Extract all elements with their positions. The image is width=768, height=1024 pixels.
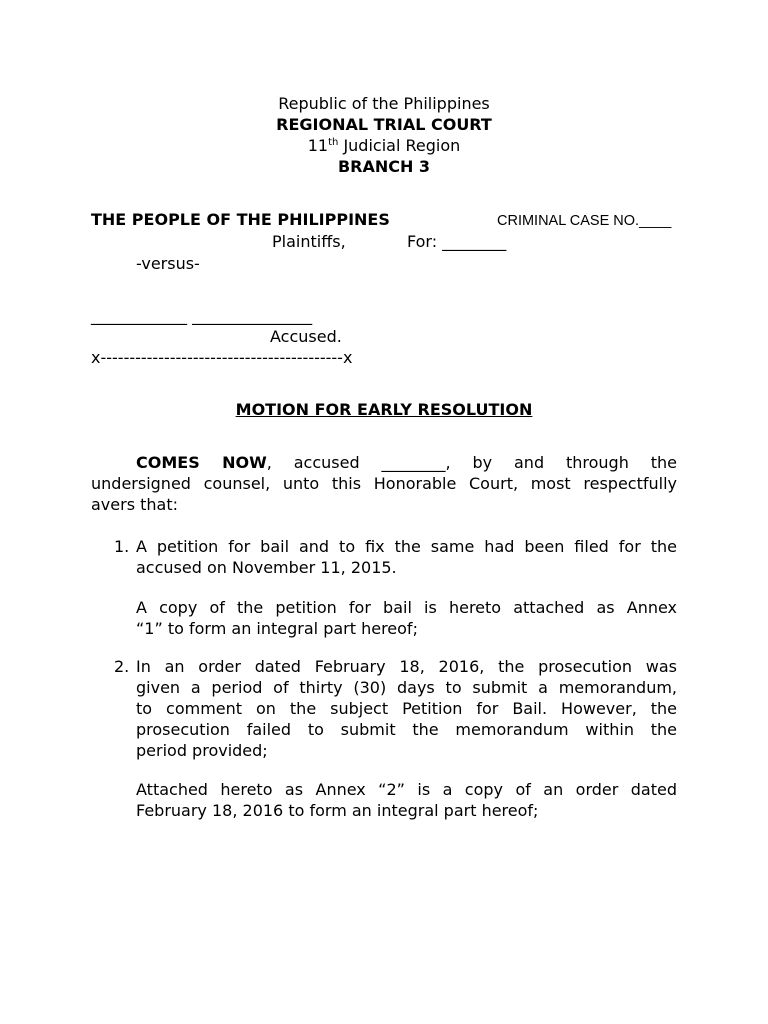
header-court: REGIONAL TRIAL COURT bbox=[276, 115, 492, 134]
plaintiff-name: THE PEOPLE OF THE PHILIPPINES bbox=[91, 210, 390, 229]
intro-through-text: , by and through the bbox=[445, 453, 678, 472]
item-2-line-2: given a period of thirty (30) days to submit a memorandum, bbox=[136, 678, 677, 697]
header-branch: BRANCH 3 bbox=[337, 157, 431, 176]
item-2-line-4: prosecution failed to submit the memorandum within the bbox=[136, 720, 677, 739]
for-label: For: bbox=[407, 232, 438, 251]
header-region-number: 11 bbox=[307, 136, 329, 155]
intro-accused-blank: ________ bbox=[381, 453, 446, 472]
item-1-line-1: A petition for bail and to fix the same had been filed for the bbox=[136, 537, 677, 556]
accused-label: Accused. bbox=[270, 327, 342, 346]
accused-blank-first: ____________ bbox=[91, 306, 187, 325]
item-2-sub-line-1: Attached hereto as Annex “2” is a copy of an order dated bbox=[136, 780, 677, 799]
header-republic: Republic of the Philippines bbox=[278, 94, 490, 113]
item-1-sub-line-1: A copy of the petition for bail is hereto attached as Annex bbox=[136, 598, 677, 617]
plaintiffs-label: Plaintiffs, bbox=[272, 232, 346, 251]
intro-line-2: undersigned counsel, unto this Honorable Court, most respectfully bbox=[91, 474, 677, 493]
comes-now: COMES NOW bbox=[136, 453, 267, 472]
header-region-sup: th bbox=[328, 137, 339, 148]
header-region-text: Judicial Region bbox=[338, 136, 461, 155]
versus-label: -versus- bbox=[136, 254, 200, 273]
motion-title: MOTION FOR EARLY RESOLUTION bbox=[235, 400, 533, 419]
for-line bbox=[407, 231, 506, 252]
intro-line-3: avers that: bbox=[91, 495, 178, 514]
item-2-number: 2. bbox=[114, 657, 130, 676]
item-2-line-1: In an order dated February 18, 2016, the prosecution was bbox=[136, 657, 677, 676]
item-2-line-3: to comment on the subject Petition for Bail. However, the bbox=[136, 699, 677, 718]
item-1-sub-line-2: “1” to form an integral part hereof; bbox=[136, 619, 418, 638]
criminal-case-number: CRIMINAL CASE NO.____ bbox=[497, 213, 672, 229]
header-region bbox=[0, 135, 768, 156]
caption-separator: x------------------------------------------x bbox=[91, 348, 353, 367]
item-1-line-2: accused on November 11, 2015. bbox=[136, 558, 397, 577]
item-1-number: 1. bbox=[114, 537, 130, 556]
for-blank: ________ bbox=[442, 232, 507, 251]
item-2-sub-line-2: February 18, 2016 to form an integral part hereof; bbox=[136, 801, 539, 820]
item-2-line-5: period provided; bbox=[136, 741, 268, 760]
accused-blank-second: _______________ bbox=[192, 306, 313, 325]
intro-line-1 bbox=[136, 452, 677, 473]
intro-accused-text: , accused bbox=[266, 453, 382, 472]
accused-blanks bbox=[91, 305, 312, 326]
